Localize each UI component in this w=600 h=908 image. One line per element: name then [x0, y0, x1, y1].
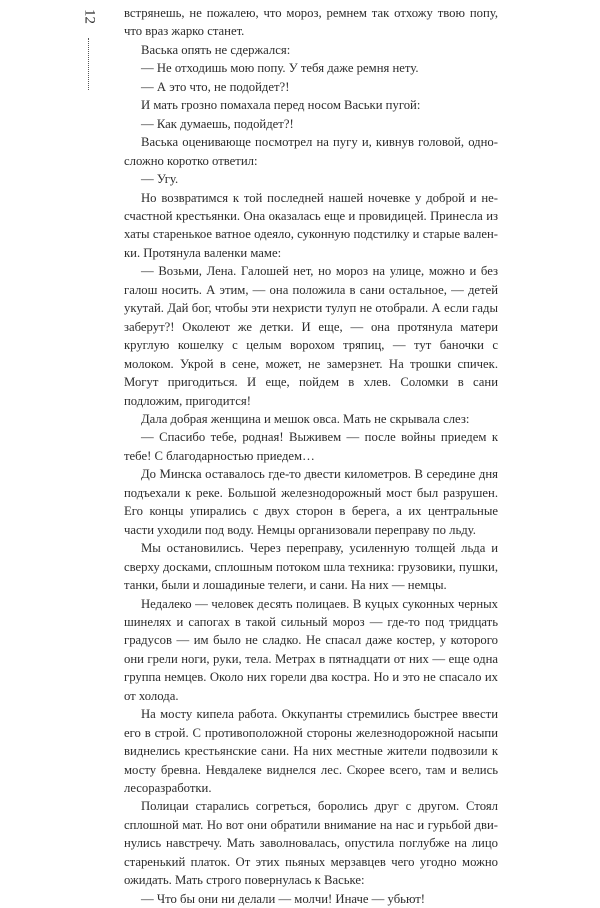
paragraph: Васька опять не сдержался:: [141, 42, 291, 57]
paragraph: — А это что, не подойдет?!: [141, 79, 290, 94]
body-text: [124, 4, 498, 908]
paragraph: Но возвратимся к той последней нашей ночевке у доброй и несчастной крестьянки. Она оказалась еще и провидицей. Принесла из хаты старенькое ватное одеяло, суконную подстилку и старые валенки. Протянула валенки маме:: [124, 190, 498, 260]
paragraph: — Возьми, Лена. Галошей нет, но мороз на улице, можно и без галош носить. А этим, — она положила в сани остальное, — детей укутай. Дай бог, чтобы эти нехристи тулуп не отобрали. А если гады заберут?! Околеют же детки. И еще, — она протянула матери круглую кошелку с целым ворохом тряпиц, — тут баночки с молоком. Укрой в сене, может, не замерзнет. На трошки спичек. Могут пригодиться. И еще, пойдем в хлев. Соломки в сани подложим, пригодится!: [124, 264, 498, 408]
paragraph: Васька оценивающе посмотрел на пугу и, кивнув головой, односложно коротко ответил:: [124, 135, 498, 168]
paragraph: Недалеко — человек десять полицаев. В куцых суконных черных шинелях и сапогах в такой сильный мороз — где-то под тридцать градусов — им было не сладко. Не спасал даже костер, у которого они грели ноги, руки, тела. Метрах в пятнадцати от них — еще одна группа немцев. Около них горели два костра. Но и это не спасало их от холода.: [124, 596, 498, 703]
paragraph: До Минска оставалось где-то двести километров. В середине дня подъехали к реке. Большой железнодорожный мост был разрушен. Его концы упирались с двух сторон в берега, а их центральные части уходили под воду. Немцы организовали переправу по льду.: [124, 467, 498, 537]
paragraph: — Как думаешь, подойдет?!: [141, 116, 294, 131]
paragraph: встрянешь, не пожалею, что мороз, ремнем так отхожу твою попу, что враз жарко станет.: [124, 6, 498, 39]
paragraph: — Угу.: [141, 172, 179, 187]
page-number: 12: [81, 9, 98, 24]
paragraph: — Не отходишь мою попу. У тебя даже ремня нету.: [141, 61, 419, 76]
paragraph: Дала добрая женщина и мешок овса. Мать не скрывала слез:: [141, 411, 470, 426]
margin-dotted-rule: [88, 38, 89, 90]
paragraph: Мы остановились. Через переправу, усиленную толщей льда и сверху досками, сплошным потоком шла техника: грузовики, пушки, танки, были и лошадиные телеги, и сани. На них — немцы.: [124, 541, 498, 593]
paragraph: И мать грозно помахала перед носом Васьки пугой:: [141, 98, 421, 113]
paragraph: — Что бы они ни делали — молчи! Иначе — убьют!: [141, 891, 426, 906]
paragraph: На мосту кипела работа. Оккупанты стремились быстрее ввести его в строй. С противоположной стороны железнодорожной насыпи виднелись крестьянские сани. На них местные жители подвозили к мосту бревна. Невдалеке виднелся лес. Скорее всего, там и велись лесоразработки.: [124, 707, 498, 796]
paragraph: Полицаи старались согреться, боролись друг с другом. Стоял сплошной мат. Но вот они обратили внимание на нас и гурьбой двинулись навстречу. Мать заволновалась, опустила поглубже на лицо старенький платок. От этих пьяных мерзавцев чего угодно можно ожидать. Мать строго повернулась к Ваське:: [124, 799, 498, 888]
paragraph: — Спасибо тебе, родная! Выживем — после войны приедем к тебе! С благодарностью приедем…: [124, 430, 498, 463]
